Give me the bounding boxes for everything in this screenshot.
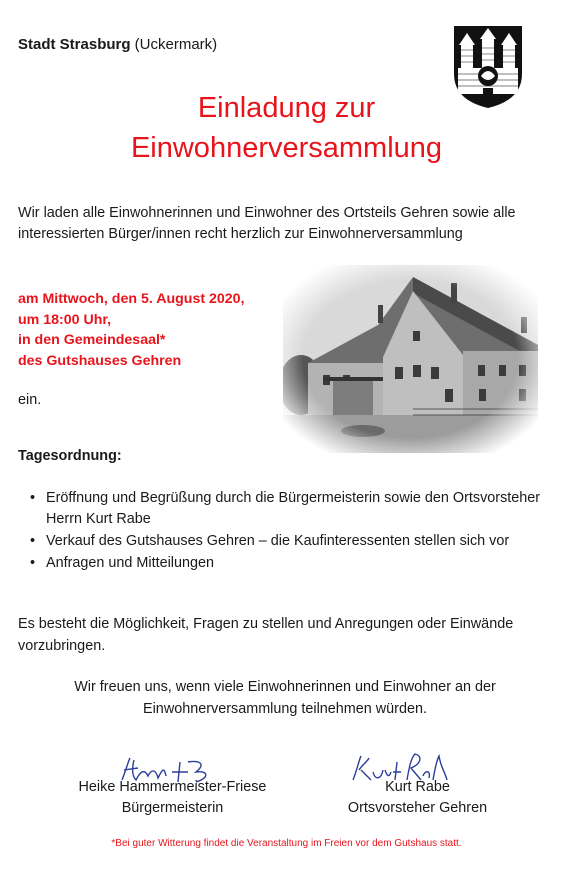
title-line-1: Einladung zur (197, 92, 376, 124)
city-name: Stadt Strasburg (18, 36, 131, 53)
agenda-list (30, 488, 555, 575)
agenda-item-text: Verkauf des Gutshauses Gehren – die Kaufinteressenten stellen sich vor (46, 533, 510, 549)
bullet-icon: • (30, 555, 36, 571)
signer-name: Kurt Rabe (385, 779, 450, 795)
signature-block-chairman (320, 777, 515, 819)
signer-name: Heike Hammermeister-Friese (78, 779, 267, 795)
city-heading (18, 36, 217, 53)
event-details (18, 289, 278, 371)
event-date: am Mittwoch, den 5. August 2020, (18, 291, 245, 307)
event-room: in den Gemeindesaal* (18, 332, 166, 348)
agenda-item (30, 553, 555, 574)
signature-block-mayor (60, 777, 285, 819)
question-paragraph: Es besteht die Möglichkeit, Fragen zu stellen und Anregungen oder Einwände vorzubringen. (18, 616, 514, 654)
event-time: um 18:00 Uhr, (18, 311, 112, 328)
bullet-icon: • (30, 533, 36, 549)
closing-word: ein. (18, 392, 42, 408)
agenda-item (30, 531, 555, 552)
manor-house-photo (283, 265, 538, 453)
title-line-2: Einwohnerversammlung (130, 132, 443, 164)
footnote: *Bei guter Witterung findet die Veranstaltung im Freien vor dem Gutshaus statt. (111, 838, 462, 849)
agenda-title: Tagesordnung: (18, 448, 122, 464)
bullet-icon: • (30, 490, 36, 506)
signer-role: Bürgermeisterin (121, 800, 224, 816)
signer-role: Ortsvorsteher Gehren (347, 800, 488, 816)
event-venue: des Gutshauses Gehren (18, 352, 182, 369)
agenda-item-text: Eröffnung und Begrüßung durch die Bürgermeisterin sowie den Ortsvorsteher Herrn Kurt Rabe (46, 490, 541, 527)
agenda-item (30, 488, 555, 530)
intro-paragraph: Wir laden alle Einwohnerinnen und Einwohner des Ortsteils Gehren sowie alle interessierten Bürger/innen recht herzlich zur Einwohnerversammlung (18, 205, 516, 242)
city-region: (Uckermark) (130, 36, 218, 53)
page-title (40, 88, 533, 168)
thanks-paragraph: Wir freuen uns, wenn viele Einwohnerinnen und Einwohner an der Einwohnerversammlung teilnehmen würden. (74, 679, 496, 717)
agenda-item-text: Anfragen und Mitteilungen (46, 555, 215, 571)
